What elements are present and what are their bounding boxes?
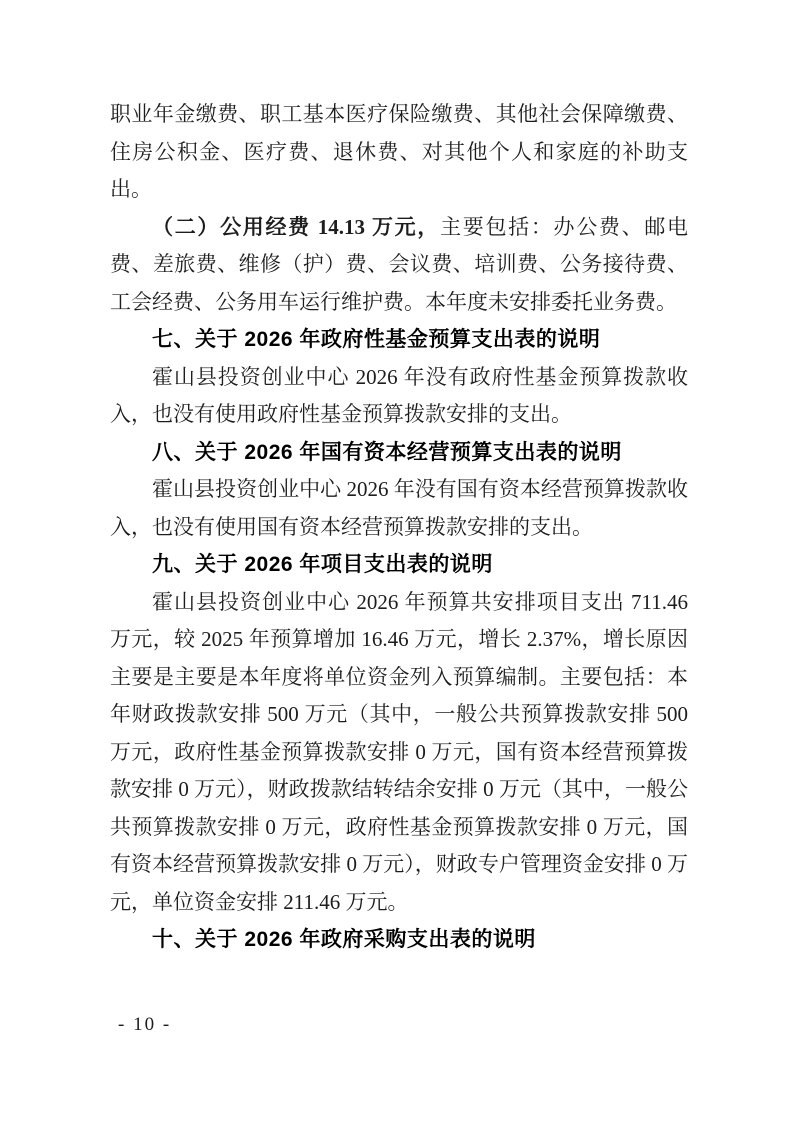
- public-expense-bold-lead: （二）公用经费 14.13 万元，: [152, 214, 441, 239]
- page-footer: [118, 1012, 171, 1038]
- heading-section-10-gov-procurement: 十、关于 2026 年政府采购支出表的说明: [152, 928, 536, 951]
- paragraph-section-8: 霍山县投资创业中心 2026 年没有国有资本经营预算拨款收入，也没有使用国有资本经营预算拨款安排的支出。: [110, 477, 688, 539]
- paragraph-section-7: 霍山县投资创业中心 2026 年没有政府性基金预算拨款收入，也没有使用政府性基金预算拨款安排的支出。: [110, 364, 688, 426]
- heading-section-9-project-expenditure: 九、关于 2026 年项目支出表的说明: [152, 553, 493, 576]
- paragraph-section-9: 霍山县投资创业中心 2026 年预算共安排项目支出 711.46 万元，较 2025 年预算增加 16.46 万元，增长 2.37%，增长原因主要是主要是本年度将单位资金列入预算编制。主要包括：本年财政拨款安排 500 万元（其中，一般公共预算拨款安排 500 万元，政府性基金预算拨款安排 0 万元，国有资本经营预算拨款安排 0 万元），财政拨款结转结余安排 0 万元（其中，一般公共预算拨款安排 0 万元，政府性基金预算拨款安排 0 万元，国有资本经营预算拨款安排 0 万元），财政专户管理资金安排 0 万元，单位资金安排 211.46 万元。: [110, 589, 688, 914]
- paragraph-public-expense: [110, 209, 688, 322]
- page-number: - 10 -: [118, 1014, 172, 1035]
- heading-section-7-gov-fund-budget: 七、关于 2026 年政府性基金预算支出表的说明: [152, 328, 601, 351]
- heading-section-8-state-capital-budget: 八、关于 2026 年国有资本经营预算支出表的说明: [152, 440, 622, 464]
- public-expense-rest: 主要包括：办公费、邮电费、差旅费、维修（护）费、会议费、培训费、公务接待费、工会经费、公务用车运行维护费。本年度未安排委托业务费。: [110, 214, 689, 314]
- paragraph-personnel-expense-continuation: 职业年金缴费、职工基本医疗保险缴费、其他社会保障缴费、住房公积金、医疗费、退休费、对其他个人和家庭的补助支出。: [110, 102, 688, 201]
- document-body: [110, 96, 688, 959]
